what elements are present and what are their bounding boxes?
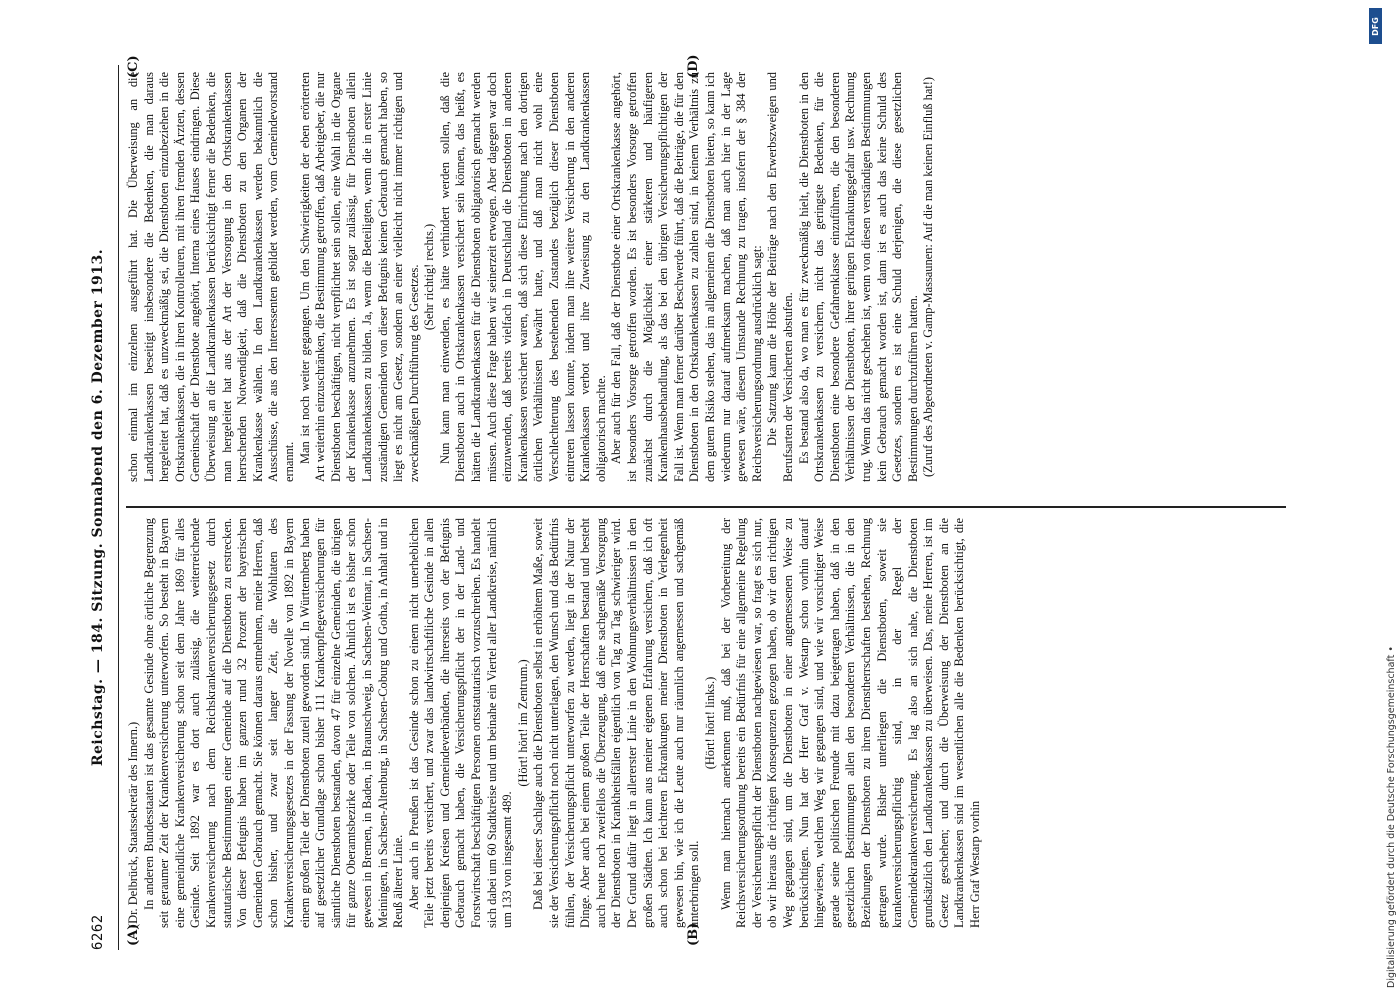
paragraph: Es bestand also da, wo man es für zweckmäßig hielt, die Dienstboten in den Ortskrankenkassen zu versichern, nicht das geringste Bedenken, für die Dienstboten eine besondere Gefahrenklasse einzuführen, die den besonderen Verhältnissen der Dienstboten, ihrer geringen Erkrankungsgefahr usw. Rechnung trug. Wenn das nicht geschehen ist, wenn von diesen verständigen Bestimmungen kein Gebrauch gemacht worden ist, dann ist es auch das keine Schuld des Gesetzes, sondern es ist eine Schuld derjenigen, die diese gesetzlichen Bestimmungen durchzuführen hatten. (796, 72, 920, 482)
paragraph: Die Satzung kann die Höhe der Beiträge nach den Erwerbszweigen und Berufsarten der Versicherten abstufen. (765, 72, 795, 482)
paragraph: (Sehr richtig! rechts.) (422, 223, 437, 331)
dfg-logo-text: DFG (1371, 16, 1381, 36)
margin-marker-a: (A) (126, 923, 141, 946)
right-column (126, 72, 1296, 482)
paragraph: In anderen Bundesstaaten ist das gesamte Gesinde ohne örtliche Begrenzung seit geraumer Zeit der Krankenversicherung unterworfen. So besteht in Bayern eine gemeindliche Krankenversicherung schon seit dem Jahre 1869 für alles Gesinde. Seit 1892 war es dort auch zulässig, die weiterreichende Krankenversicherung nach dem Reichskrankenversicherungsgesetz durch statutarische Bestimmungen einer Gemeinde auf die Dienstboten zu erstrecken. Von dieser Befugnis haben im ganzen rund 32 Prozent der bayerischen Gemeinden Gebrauch gemacht. Sie können daraus entnehmen, meine Herren, daß schon bisher, und zwar seit langer Zeit, die Wohltaten des Krankenversicherungsgesetzes in der Fassung der Novelle von 1892 in Bayern einem großen Teile der Dienstboten zuteil geworden sind. In Württemberg haben auf gesetzlicher Grundlage schon bisher 111 Krankenpflegeversicherungen für sämtliche Dienstboten bestanden, davon 47 für einzelne Gemeinden, die übrigen für ganze Oberamtsbezirke oder Teile von solchen. Ähnlich ist es bisher schon gewesen in Bremen, in Baden, in Braunschweig, in Sachsen-Weimar, in Sachsen-Meiningen, in Sachsen-Altenburg, in Sachsen-Coburg und Gotha, in Anhalt und in Reuß älterer Linie. (141, 518, 406, 928)
header-rule (118, 65, 119, 950)
left-column (126, 518, 1296, 928)
paragraph: Wenn man hiernach anerkennen muß, daß bei der Vorbereitung der Reichsversicherungsordnung bereits ein Bedürfnis für eine allgemeine Regelung der Versicherungspflicht der Dienstboten nachgewiesen war, so fragt es sich nur, ob wir hieraus die richtigen Konsequenzen gezogen haben, ob wir den richtigen Weg gegangen sind, um die Dienstboten in einer angemessenen Weise zu berücksichtigen. Nun hat der Herr Graf v. Westarp schon vorhin darauf hingewiesen, welchen Weg wir gegangen sind, und wie wir vorsichtiger Weise gerade seine politischen Freunde mit dazu beigetragen haben, daß in den gesetzlichen Bestimmungen allen den besonderen Verhältnissen, die in den Beziehungen der Dienstboten zu ihren Dienstherrschaften bestehen, Rechnung getragen wurde. Bisher unterliegen die Dienstboten, soweit sie krankenversicherungspflichtig sind, in der Regel der Gemeindekrankenversicherung. Es lag also an sich nahe, die Dienstboten grundsätzlich den Landkrankenkassen zu überweisen. Das, meine Herren, ist im Gesetz geschehen; und durch die Überweisung der Dienstboten an die Landkrankenkassen sind im wesentlichen alle die Bedenken berücksichtigt, die Herr Graf Westarp vorhin (718, 518, 983, 928)
page-number: 6262 (90, 914, 106, 950)
paragraph: Nun kann man einwenden, es hätte verhindert werden sollen, daß die Dienstboten auch in Ortskrankenkassen versichert sein können, das heißt, es hätten die Landkrankenkassen für die Dienstboten obligatorisch gemacht werden müssen. Auch diese Frage haben wir seinerzeit erwogen. Aber dagegen war doch einzuwenden, daß bereits vielfach in Deutschland die Dienstboten in anderen Krankenkassen versichert waren, daß sich diese Einrichtung nach den dortigen örtlichen Verhältnissen bewährt hatte, und daß man nicht wohl eine Verschlechterung des bestehenden Zustandes bezüglich dieser Dienstboten eintreten lassen konnte, indem man ihre weitere Versicherung in den anderen Krankenkassen verbot und ihre Zuweisung zu den Landkrankenkassen obligatorisch machte. (437, 72, 608, 482)
paragraph: (Zuruf des Abgeordneten v. Gamp-Massaunen: Auf die man keinen Einfluß hat!) (921, 76, 936, 478)
paragraph: Man ist noch weiter gegangen. Um den Schwierigkeiten der eben erörterten Art weiterhin einzuschränken, die Bestimmung getroffen, daß Arbeitgeber, die nur Dienstboten beschäftigen, nicht verpflichtet sein sollen, eine Wahl in die Organe der Krankenkasse anzunehmen. Es ist sogar zulässig, für Dienstboten allein Landkrankenkassen zu bilden. Ja, wenn die Beteiligten, wenn die in erster Linie zuständigen Gemeinden von dieser Befugnis keinen Gebrauch gemacht haben, so liegt es nicht am Gesetz, sondern an einer vielleicht nicht immer richtigen und zweckmäßigen Durchführung des Gesetzes. (297, 72, 421, 482)
margin-marker-c: (C) (126, 55, 141, 78)
paragraph: schon einmal im einzelnen ausgeführt hat. Die Überweisung an die Landkrankenkassen beseitigt insbesondere die Bedenken, die man daraus hergeleitet hat, daß es unzweckmäßig sei, die Dienstboten einzubeziehen in die Ortskrankenkassen, die in ihren Kontrolleuren, mit ihren fremden Ärzten, dessen Gemeinschaft der Dienstbote angehört, Interna eines Hauses eindringen. Diese Überweisung an die Landkrankenkassen berücksichtigt ferner die Bedenken, die man hergeleitet hat aus der Art der Versorgung in den Ortskrankenkassen herrschenden Notwendigkeit, daß die Dienstboten zu den Organen der Krankenkasse wählen. In den Landkrankenkassen werden bekanntlich die Ausschüsse, die aus den Interessenten gebildet werden, vom Gemeindevorstand ernannt. (126, 72, 296, 482)
paragraph: (Hört! hört! im Zentrum.) (515, 659, 530, 787)
column-rule (126, 506, 1286, 508)
paragraph: Daß bei dieser Sachlage auch die Dienstboten selbst in erhöhtem Maße, soweit sie der Versicherungspflicht noch nicht unterlagen, den Wunsch und das Bedürfnis fühlen, der Versicherungspflicht unterworfen zu werden, liegt in der Natur der Dinge. Aber auch bei einem großen Teile der Herrschaften bestand und besteht auch heute noch zweifellos die Überzeugung, daß eine sachgemäße Versorgung der Dienstboten in Krankheitsfällen eigentlich von Tag zu Tag schwieriger wird. Der Grund dafür liegt in allererster Linie in den Wohnungsverhältnissen in den großen Städten. Ich kann aus meiner eigenen Erfahrung versichern, daß ich oft auch schon bei leichteren Erkrankungen meiner Dienstboten in Verlegenheit gewesen bin, wie ich die Leute auch nur räumlich angemessen und sachgemäß unterbringen soll. (531, 518, 702, 928)
running-head (86, 65, 112, 950)
rotated-page-content (86, 54, 1306, 950)
paragraph: Aber auch für den Fall, daß der Dienstbote einer Ortskrankenkasse angehört, ist besonders Vorsorge getroffen worden. Es ist besonders Vorsorge getroffen zunächst durch die Möglichkeit einer stärkeren und häufigeren Krankenhausbehandlung, als das bei den übrigen Versicherungspflichtigen der Fall ist. Wenn man ferner darüber Beschwerde führt, daß die Beiträge, die für den Dienstboten in den Ortskrankenkassen zu zahlen sind, in keinem Verhältnis zu dem gutem Risiko stehen, das im allgemeinen die Dienstboten bieten, so kann ich wiederum nur darauf aufmerksam machen, daß man auch hier in der Lage gewesen wäre, diesem Umstande Rechnung zu tragen, insofern der § 384 der Reichsversicherungsordnung ausdrücklich sagt: (609, 72, 764, 482)
paragraph: (Hört! hört! links.) (702, 676, 717, 770)
page-title: Reichstag. — 184. Sitzung. Sonnabend den 6. Dezember 1913. (90, 248, 106, 767)
paragraph: (Dr. Delbrück, Staatssekretär des Innern.) (126, 721, 140, 928)
margin-marker-d: (D) (686, 54, 701, 78)
digitization-credit: Digitalisierung gefördert durch die Deutsche Forschungsgemeinschaft • (1386, 646, 1397, 988)
paragraph: Aber auch in Preußen ist das Gesinde schon zu einem nicht unerheblichen Teile jetzt bereits versichert, und zwar das landwirtschaftliche Gesinde in allen denjenigen Kreisen und Gemeindeverbänden, die ihrerseits von der Befugnis Gebrauch gemacht haben, die Versicherungspflicht der in der Land- und Forstwirtschaft beschäftigten Personen ortsstatutarisch vorzuschreiben. Es handelt sich dabei um 60 Stadtkreise und um beinahe ein Viertel aller Landkreise, nämlich um 133 von insgesamt 489. (406, 518, 515, 928)
margin-marker-b: (B) (686, 922, 701, 946)
dfg-logo (1369, 8, 1382, 44)
